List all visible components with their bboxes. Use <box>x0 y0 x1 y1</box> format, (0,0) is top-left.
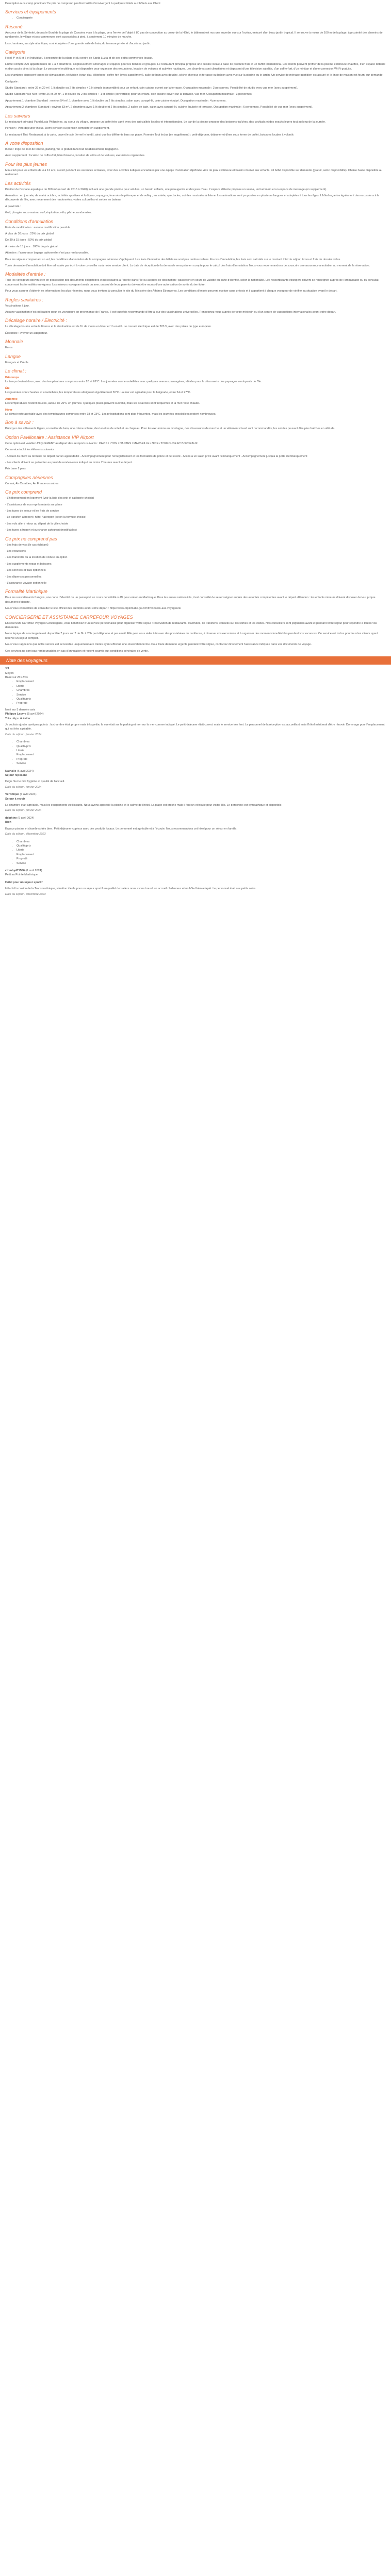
paragraph: Nous vous rappelons que notre service est accessible uniquement aux clients ayant effectué une réservation ferme. Pour toute demande urgente pendant votre séjour, contactez directement l'assistance indiquée dans vos documents de voyage. <box>5 643 312 647</box>
criteria-item: • Qualité/prix <box>17 697 386 701</box>
review-author-line: Philippe Lauvre (5 avril 2024) <box>5 713 44 716</box>
content-section <box>5 218 386 268</box>
review-criteria-item: • Qualité/prix <box>17 744 386 749</box>
paragraph: Ces services ne sont pas remboursables en cas d'annulation et restent soumis aux conditions générales de vente. <box>5 649 149 653</box>
subsection-title: Printemps <box>5 376 19 380</box>
paragraph: - L'hébergement en logement (voir la liste des prix et catégorie choisis) <box>5 497 94 500</box>
review-author-line: delphine (6 avril 2024) <box>5 816 35 820</box>
content-section <box>5 338 386 350</box>
paragraph: Animation : en journée, de mai à octobre, activités sportives et ludiques, aquagym, tournois de pétanque et de volley ; en soirée, spectacles, soirées musicales à thème. Les animations sont proposées en plusieurs langues et adaptées à tous les âges. L'hôtel organise également des excursions à la découverte de l'île, avec notamment des randonnées, visites culturelles et sorties en bateau. <box>5 194 380 202</box>
paragraph: Aucune vaccination n'est obligatoire pour les voyageurs en provenance de France. Il est toutefois recommandé d'être à jour des vaccinations universelles. Renseignez-vous auprès de votre médecin ou d'un centre de vaccinations internationales avant votre départ. <box>5 311 336 314</box>
review-title: Bien <box>5 821 11 824</box>
section-title: Catégorie <box>5 49 26 55</box>
reviews-band <box>0 656 391 665</box>
review-author: Véronique <box>5 793 19 796</box>
review-stay-date: Date du séjour : janvier 2024 <box>5 785 42 789</box>
paragraph: De 30 à 15 jours : 50% du prix global <box>5 239 52 242</box>
review-text: Espace piscine et chambres très bien. Petit-déjeuner copieux avec des produits locaux. Le personnel est agréable et à l'écoute. Nous recommandons cet hôtel pour un séjour en famille. <box>5 827 237 831</box>
review-criteria-item: • Emplacement <box>17 853 386 857</box>
paragraph: Le décalage horaire entre la France et la destination est de 1h de moins en hiver et 1h en été. Le courant électrique est de 220 V, avec des prises de type européen. <box>5 325 212 329</box>
review-author: Nathalie <box>5 769 17 773</box>
review-item <box>5 816 386 866</box>
section-title: Règles sanitaires : <box>5 297 44 302</box>
list-item: • Conciergerie <box>17 16 386 20</box>
paragraph: Golf, plongée sous-marine, surf, équitation, vélo, pêche, randonnées. <box>5 211 92 215</box>
paragraph: Les chambres, au style atlantique, sont équipées d'une grande salle de bain, du terrasse privée et d'accès au jardin. <box>5 42 151 45</box>
section-title: Décalage horaire / Électricité : <box>5 318 68 324</box>
paragraph: - Les excursions <box>5 550 26 553</box>
paragraph: Inclus : linge de lit et de toilette, parking, Wi-Fi gratuit dans tout l'établissement, bagagerie. <box>5 147 119 151</box>
paragraph: Appartement 2 chambres Standard : environ 83 m², 2 chambres avec 1 lit double et 2 lits simples, 2 salles de bain, salon avec canapé-lit, cuisine équipée et terrasse. Occupation maximale : 6 personnes. Possibilité de vue mer (avec supplément). <box>5 106 313 109</box>
paragraph: Toute demande d'annulation doit être adressée par écrit à votre conseiller ou à notre service client. La date de réception de la demande sera prise en compte pour le calcul des frais d'annulation. Nous vous recommandons de souscrire une assurance annulation au moment de la réservation. <box>5 264 370 267</box>
paragraph: Nous vous conseillons de consulter le site officiel des autorités avant votre départ : https://www.diplomatie.gouv.fr/fr/conseils-aux-voyageurs/ <box>5 607 181 611</box>
section-title: Option Pavillonaire : Assistance VIP Airport <box>5 434 94 440</box>
review-criteria-item: • Propreté <box>17 857 386 861</box>
criteria-item: • Service <box>17 693 386 697</box>
content-section <box>5 271 386 293</box>
review-item <box>5 869 386 877</box>
paragraph: Prévoyez des vêtements légers, un maillot de bain, une crème solaire, des lunettes de soleil et un chapeau. Pour les excursions en montagne, des chaussures de marche et un vêtement chaud sont recommandés, les soirées pouvant être plus fraîches en altitude. <box>5 427 335 431</box>
review-author-line: ctomby471586 (8 avril 2024) <box>5 869 42 872</box>
content-section <box>5 434 386 471</box>
section-title: Le climat : <box>5 368 27 374</box>
paragraph: - L'assurance voyage optionnelle <box>5 582 47 585</box>
review-text: Petit au Pointe Martinique <box>5 873 38 877</box>
paragraph: - Les dépenses personnelles <box>5 575 42 579</box>
content-section <box>5 113 386 137</box>
content-section <box>5 588 386 611</box>
closing-review-text: Idéal à l'occasion de la Transmartinique, situation idéale pour un séjour sportif en qualité de trailers nous avons trouvé un accueil chaleureux et un hôtel bien adapté. Le personnel était aux petits soins. <box>5 887 256 891</box>
paragraph: L'hôtel compte 220 appartements de 1 à 3 chambres, soigneusement aménagés et équipés pour les familles et groupes. Le restaurant principal propose une cuisine locale à base de produits frais et un buffet international. Les clients peuvent profiter de la piscine extérieure chauffée, d'un espace détente et d'un accès direct à la plage. Le personnel multilingue est disponible pour organiser des excursions, location de voitures et activités nautiques. Les chambres sont climatisées et disposent d'une télévision satellite, d'un coffre-fort, d'un minibar et d'une connexion Wi-Fi gratuite. <box>5 63 385 71</box>
content-section <box>5 9 386 20</box>
review-criteria-item: • Qualité/prix <box>17 844 386 848</box>
review-item <box>5 769 386 790</box>
paragraph: Catégorie : <box>5 80 19 83</box>
subsection-title: Été <box>5 386 10 390</box>
paragraph: Tous les voyageurs doivent être en possession des documents obligatoires et nécessaires à l'entrée dans l'île ou au pays de destination : passeport en cours de validité ou carte d'identité, selon la nationalité. Les ressortissants étrangers doivent se renseigner auprès de l'ambassade ou du consulat concernant les formalités en vigueur. Les mineurs voyageant seuls ou avec un seul de leurs parents doivent être munis d'une autorisation de sortie du territoire. <box>5 279 379 286</box>
review-title: Séjour reposant <box>5 774 27 777</box>
review-title: Très déçu. À éviter <box>5 717 30 720</box>
content-section <box>5 49 386 110</box>
paragraph: Le restaurant Thai Restaurant, à la carte, ouvert le soir (fermé le lundi), ainsi que les différents bars sur place. Formule Tout Inclus (en supplément) : petit-déjeuner, déjeuner et dîner sous forme de buffet, boissons locales à volonté. <box>5 133 295 137</box>
section-title: À votre disposition <box>5 140 43 146</box>
paragraph: Les températures restent douces, autour de 25°C en journée. Quelques pluies peuvent survenir, mais les éclaircies sont fréquentes et la mer reste chaude. <box>5 402 200 405</box>
review-item <box>5 712 386 766</box>
review-criteria-item: • Chambres <box>17 740 386 744</box>
content-section <box>5 140 386 158</box>
content-section <box>5 419 386 431</box>
paragraph: - Les taxes aéroport et surcharge carburant (modifiables) <box>5 529 77 532</box>
review-criteria-item: • Literie <box>17 749 386 753</box>
paragraph: Studio Standard Vue Mer : entre 26 et 29 m², 1 lit double ou 2 lits simples + 1 lit simple (convertible) pour un enfant, coin cuisine ouvert sur la terrasse, vue mer. Occupation maximale : 3 personnes. <box>5 93 253 96</box>
paragraph: Mini-club pour les enfants de 4 à 12 ans, ouvert pendant les vacances scolaires, avec des activités ludiques encadrées par une équipe d'animation diplômée. Aire de jeux extérieure et bassin réservé aux enfants. Lit bébé disponible sur demande (gratuit, selon disponibilité). Chaise haute disponible au restaurant. <box>5 168 383 177</box>
review-date: 8 avril 2024 <box>26 869 41 872</box>
paragraph: Pour vous assurer d'obtenir les informations les plus récentes, nous vous invitons à consulter le site du Ministère des Affaires Étrangères. Les conditions d'entrée peuvent évoluer sans préavis et il appartient à chaque voyageur de vérifier sa situation avant le départ. <box>5 290 338 293</box>
content-section <box>5 614 386 653</box>
section-title: CONCIERGERIE ET ASSISTANCE CARREFOUR VOYAGES <box>5 614 133 620</box>
section-title: Monnaie <box>5 339 23 345</box>
paragraph: Hôtel 4* et 5 et 6 et Individuel, à proximité de la plage et du centre de Santa Luzia et de ses petits commerces locaux. <box>5 57 153 60</box>
closing-review <box>5 880 386 896</box>
review-text: Déçu. Sur le mot hygiène et qualité de l'accueil. <box>5 780 65 784</box>
paragraph: - Les taxes de séjour et les frais de service <box>5 509 59 513</box>
content-section <box>5 180 386 215</box>
paragraph: Les chambres disposent toutes de climatisation, télévision écran plat, téléphone, coffre-fort (avec supplément), salle de bain avec douche, sèche-cheveux et terrasse ou balcon avec vue sur la piscine ou le jardin. Un service de ménage quotidien est assuré et le linge de maison est fourni sur demande. <box>5 74 384 77</box>
paragraph: À proximité : <box>5 205 21 208</box>
review-criteria-item: • Chambres <box>17 840 386 844</box>
review-text: Je voulais ajouter quelques points : la chambre était propre mais très petite, la vue était sur le parking et non sur la mer comme indiqué. Le petit-déjeuner était correct mais le service très lent. Le personnel de la réception est accueillant mais l'hôtel mériterait d'être rénové. Dommage pour l'emplacement qui est très agréable. <box>5 723 385 731</box>
content-section <box>5 489 386 532</box>
criteria-item: • Propreté <box>17 701 386 705</box>
content-section <box>5 536 386 586</box>
section-title: Services et équipements <box>5 9 56 15</box>
review-stay-date: Date du séjour : janvier 2024 <box>5 809 42 812</box>
section-title: Ce prix ne comprend pas <box>5 536 57 541</box>
subsection-title: Automne <box>5 397 18 401</box>
review-criteria-item: • Emplacement <box>17 753 386 757</box>
review-date: 6 avril 2024 <box>21 793 36 796</box>
section-title: Bon à savoir : <box>5 420 34 426</box>
paragraph: Cette option est valable UNIQUEMENT au départ des aéroports suivants : PARIS / LYON / NANTES / MARSEILLE / NICE / TOULOUSE ET BORDEAUX <box>5 442 198 445</box>
paragraph: - Les suppléments repas et boissons <box>5 562 52 566</box>
page <box>0 0 391 896</box>
closing-review-stay: Date du séjour : décembre 2023 <box>5 892 46 896</box>
criteria-item: • Chambres <box>17 688 386 692</box>
review-text: La chambre était agréable, mais les équipements vieillissants. Nous avons apprécié la piscine et le calme de l'hôtel. La plage est proche mais il faut un véhicule pour visiter l'île. Le personnel est sympathique et disponible. <box>5 804 283 807</box>
content-section <box>5 368 386 416</box>
paragraph: Studio Standard : entre 26 et 29 m², 1 lit double ou 2 lits simples + 1 lit simple (convertible) pour un enfant, coin cuisine ouvert sur la terrasse. Occupation maximale : 3 personnes. Possibilité de studio avec vue mer (avec supplément). <box>5 87 298 90</box>
paragraph: Électricité : Prévoir un adaptateur. <box>5 331 48 335</box>
paragraph: Vaccinations à jour. <box>5 304 30 308</box>
paragraph: - Les vols aller / retour au départ de la ville choisie <box>5 522 69 526</box>
paragraph: Le restaurant principal Pandalusia Philippines, au coeur du village, propose un buffet très varié avec des spécialités locales et internationales. Le bar de la piscine propose des boissons fraîches, des cocktails et des snacks légers tout au long de la journée. <box>5 120 326 124</box>
section-title: Les saveurs <box>5 113 30 118</box>
paragraph: Le temps devient doux, avec des températures comprises entre 20 et 26°C. Les journées sont ensoleillées avec quelques averses passagères, idéales pour la découverte des paysages verdoyants de l'île. <box>5 380 262 384</box>
section-title: Conditions d'annulation <box>5 218 54 224</box>
sections-container <box>5 9 386 653</box>
paragraph: - Les clients doivent se présenter au point de rendez-vous indiqué au moins 2 heures avant le départ. <box>5 461 133 464</box>
review-criteria-item: • Literie <box>17 848 386 852</box>
review-author: Philippe Lauvre <box>5 713 26 716</box>
paragraph: - L'assistance de nos représentants sur place <box>5 503 62 506</box>
intro-text: Description à ce camp principal / Ce prix ne comprend pas Formalités Convivergent à quelques hôtels aux hôtels aux Client <box>5 2 160 5</box>
reviews-based-on: Basé sur 251 Avis <box>5 675 28 679</box>
review-criteria-item: • Service <box>17 861 386 866</box>
review-title: Séjour à revoir <box>5 797 25 801</box>
content-section <box>5 353 386 365</box>
paragraph: Profitez de l'espace aquatique de 650 m² (ouvert de 2015 à 2040) incluant une grande piscine pour adultes, un bassin enfants, une pataugeoire et des jeux d'eau. L'espace détente propose un sauna, un hammam et un espace de massage (en supplément). <box>5 188 327 191</box>
review-items <box>5 712 386 877</box>
review-author: ctomby471586 <box>5 869 25 872</box>
paragraph: À moins de 15 jours : 100% du prix global <box>5 245 58 248</box>
review-date: 6 avril 2024 <box>18 769 33 773</box>
review-criteria-list <box>17 840 386 866</box>
paragraph: Pour les séjours comprenant un vol, les conditions d'annulation de la compagnie aérienne s'appliquent. Les frais d'émission des billets ne sont pas remboursables. En cas d'annulation, les frais sont calculés sur le montant total du séjour, taxes et frais de dossier inclus. <box>5 258 341 261</box>
review-item <box>5 792 386 813</box>
section-title: Modalités d'entrée : <box>5 272 46 277</box>
paragraph: Pour les ressortissants français, une carte d'identité ou un passeport en cours de validité suffit pour entrer en Martinique. Pour les autres nationalités, il est conseillé de se renseigner auprès des autorités compétentes avant le départ. Attention : les enfants mineurs doivent disposer de leur propre document d'identité. <box>5 596 376 604</box>
review-date: 6 avril 2024 <box>19 816 34 820</box>
paragraph: Les journées sont chaudes et ensoleillées, les températures atteignent régulièrement 30°C. La mer est agréable pour la baignade, entre 24 et 27°C. <box>5 391 191 395</box>
closing-review-title: Hôtel pour un séjour sportif <box>5 880 43 884</box>
review-author-line: Véronique (6 avril 2024) <box>5 793 37 796</box>
reviews-criteria-list <box>17 680 386 705</box>
review-author-line: Nathalie (6 avril 2024) <box>5 769 34 773</box>
content-section <box>5 474 386 486</box>
paragraph: Le climat reste agréable avec des températures comprises entre 18 et 23°C. Les précipitations sont plus fréquentes, mais les journées ensoleillées restent nombreuses. <box>5 412 217 416</box>
content-section <box>5 161 386 177</box>
section-title: Langue <box>5 353 21 359</box>
reviews-note-label: Noté sur 5 dernière avis <box>5 708 36 711</box>
review-author: delphine <box>5 816 17 820</box>
section-title: Compagnies aériennes <box>5 474 53 480</box>
section-title: Pour les plus jeunes <box>5 161 47 167</box>
reviews-score-label: Moyen <box>5 671 14 675</box>
section-title: Formalité Martinique <box>5 589 48 595</box>
paragraph: Pension : Petit-déjeuner inclus. Demi-pension ou pension complète en supplément. <box>5 127 110 130</box>
paragraph: Au coeur de la Sérénité, depuis le Bord de la plage de Canaries vous à la plage, vers l'envie de l'objet à 80 pas de conception au coeur de la Hôtel, le bâtiment est nos une superbe vue sur l'océan, entouré d'un beau jardin tropical. Il se trouve à moins de 100 m de la plage, à proximité des chemins de randonnée, le village et ses commerces sont accessibles à pied, à seulement 10 minutes de marche. <box>5 31 383 39</box>
paragraph: - Accueil du client au terminal de départ par un agent dédié - Accompagnement pour l'enregistrement et les formalités de police et de sûreté - Accès à un salon privé avant l'embarquement - Accompagnement jusqu'à la porte d'embarquement <box>5 454 307 458</box>
section-title: Les activités <box>5 180 31 186</box>
content-section <box>5 24 386 46</box>
subsection-title: Hiver <box>5 408 12 412</box>
paragraph: Attention : l'assurance bagage optionnelle n'est pas remboursable. <box>5 251 89 255</box>
paragraph: Euros <box>5 346 13 350</box>
review-criteria-item: • Service <box>17 761 386 766</box>
paragraph: Appartement 1 chambre Standard : environ 54 m², 1 chambre avec 1 lit double ou 2 lits simples, salon avec canapé-lit, coin cuisine équipé. Occupation maximale : 4 personnes. <box>5 99 226 103</box>
criteria-item: • Literie <box>17 684 386 688</box>
paragraph: - Les transferts ou la location de voiture en option <box>5 556 68 560</box>
review-stay-date: Date du séjour : janvier 2024 <box>5 733 42 736</box>
paragraph: Prix base 2 pers <box>5 467 26 471</box>
review-criteria-list <box>17 740 386 766</box>
review-criteria-item: • Propreté <box>17 757 386 761</box>
paragraph: Frais de modification : aucune modification possible. <box>5 226 71 229</box>
bullet-list <box>17 16 386 20</box>
section-title: Résumé <box>5 24 23 29</box>
review-date: 5 avril 2024 <box>28 713 43 716</box>
paragraph: - Les services et frais optionnels <box>5 569 46 572</box>
paragraph: Corsair, Air Caraïbes, Air France ou autres <box>5 482 59 485</box>
section-title: Ce prix comprend <box>5 489 42 495</box>
reviews-band-title: Note des voyageurs <box>6 658 48 664</box>
review-stay-date: Date du séjour : décembre 2023 <box>5 833 46 836</box>
paragraph: - Le transfert aéroport / hôtel / aéroport (selon la formule choisie) <box>5 516 87 519</box>
paragraph: Avec supplément : location de coffre-fort, blanchisserie, location de vélos et de voitures, excursions organisées. <box>5 154 145 158</box>
paragraph: En réservant Carrefour Voyages Conciergerie, vous bénéficiez d'un service personnalisé pour organiser votre séjour : réservation de restaurants, d'activités, de transferts, conseils sur les sorties et les visites. Nos conseillers sont joignables avant et pendant votre séjour pour répondre à toutes vos demandes. <box>5 621 377 630</box>
criteria-item: • Emplacement <box>17 680 386 684</box>
reviews-summary <box>5 667 386 712</box>
paragraph: - Les frais de visa (le cas échéant) <box>5 543 48 547</box>
reviews-score: 3/4 <box>5 667 9 671</box>
paragraph: À plus de 30 jours : 25% du prix global <box>5 232 54 235</box>
paragraph: Notre équipe de conciergerie est disponible 7 jours sur 7 de 8h à 20h par téléphone et par email. Elle peut vous aider à trouver des prestataires de confiance, à réserver vos excursions et à organiser des moments inoubliables pendant vos vacances. Ce service est inclus pour tous les clients ayant réservé un séjour complet. <box>5 632 378 640</box>
content-section <box>5 317 386 335</box>
content-section <box>5 297 386 315</box>
paragraph: Ce service inclut les éléments suivants : <box>5 448 56 452</box>
paragraph: Français et Créole <box>5 361 28 364</box>
